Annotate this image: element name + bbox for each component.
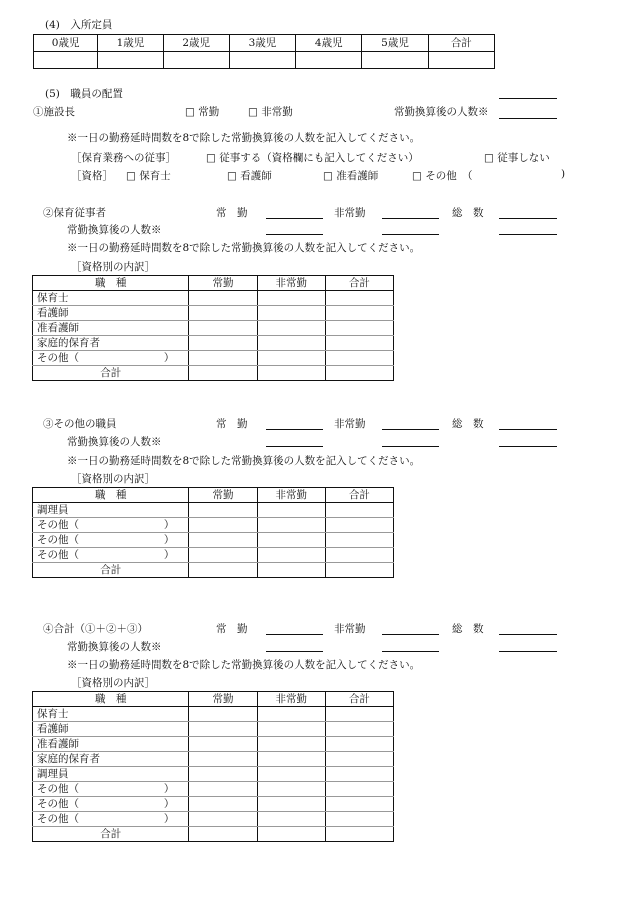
cell-full[interactable] xyxy=(189,291,257,306)
row-label-other xyxy=(33,782,189,797)
qual-kangoshi-checkbox[interactable]: □ 看護師 xyxy=(227,170,272,182)
cell-part[interactable] xyxy=(257,707,325,722)
row-label-other xyxy=(33,533,189,548)
cell-part[interactable] xyxy=(257,752,325,767)
director-note: ※一日の勤務延時間数を8で除した常勤換算後の人数を記入してください。 xyxy=(67,132,421,144)
cell-part[interactable] xyxy=(257,797,325,812)
total-fte-total-line[interactable] xyxy=(499,651,557,652)
caregivers-fte-total-line[interactable] xyxy=(499,234,557,235)
cell-full[interactable] xyxy=(189,306,257,321)
cell-full[interactable] xyxy=(189,533,257,548)
qual-other-close-paren: ) xyxy=(561,168,566,180)
row-label-other xyxy=(33,351,189,366)
col-job: 職 種 xyxy=(33,692,189,707)
cell-full[interactable] xyxy=(189,503,257,518)
cell-sum[interactable] xyxy=(325,366,393,381)
qual-hoikushi-checkbox[interactable]: □ 保育士 xyxy=(126,170,171,182)
cell-part[interactable] xyxy=(257,767,325,782)
total-label: ④合計（①＋②＋③） xyxy=(43,623,148,635)
cell-part[interactable] xyxy=(257,533,325,548)
cell-sum[interactable] xyxy=(325,707,393,722)
row-label: 調理員 xyxy=(33,767,189,782)
others-part-label: 非常勤 xyxy=(334,418,366,430)
caregivers-total-line[interactable] xyxy=(499,218,557,219)
cell-part[interactable] xyxy=(257,548,325,563)
col-part: 非常勤 xyxy=(257,692,325,707)
director-fte-line[interactable] xyxy=(499,118,557,119)
others-table xyxy=(32,487,394,578)
others-fte-total-line[interactable] xyxy=(499,446,557,447)
cell-sum[interactable] xyxy=(325,812,393,827)
total-fte-full-line[interactable] xyxy=(266,651,323,652)
cell-full[interactable] xyxy=(189,366,257,381)
cell-full[interactable] xyxy=(189,782,257,797)
others-fte-label: 常勤換算後の人数※ xyxy=(67,436,162,448)
duty-label: ［保育業務への従事］ xyxy=(71,152,176,164)
cell-sum[interactable] xyxy=(325,518,393,533)
caregivers-part-label: 非常勤 xyxy=(334,207,366,219)
caregivers-fte-part-line[interactable] xyxy=(382,234,439,235)
others-breakdown-label: ［資格別の内訳］ xyxy=(71,473,155,485)
close-paren: ） xyxy=(163,783,175,795)
total-fte-part-line[interactable] xyxy=(382,651,439,652)
total-breakdown-label: ［資格別の内訳］ xyxy=(71,677,155,689)
total-total-line[interactable] xyxy=(499,634,557,635)
cell-part[interactable] xyxy=(257,782,325,797)
caregivers-fte-full-line[interactable] xyxy=(266,234,323,235)
cell-full[interactable] xyxy=(189,827,257,842)
section-5-title: (5) 職員の配置 xyxy=(45,88,123,100)
others-label: ③その他の職員 xyxy=(43,418,117,430)
other-prefix: その他（ xyxy=(37,798,79,810)
cell-sum[interactable] xyxy=(325,291,393,306)
duty-no-checkbox[interactable]: □ 従事しない xyxy=(484,152,550,164)
total-table xyxy=(32,691,394,842)
cell-sum[interactable] xyxy=(325,737,393,752)
total-full-label: 常 勤 xyxy=(216,623,248,635)
cell-part[interactable] xyxy=(257,291,325,306)
age-total-header: 合計 xyxy=(428,35,494,52)
cell-full[interactable] xyxy=(189,321,257,336)
others-note: ※一日の勤務延時間数を8で除した常勤換算後の人数を記入してください。 xyxy=(67,455,421,467)
cell-part[interactable] xyxy=(257,812,325,827)
others-fte-full-line[interactable] xyxy=(266,446,323,447)
row-label: 看護師 xyxy=(33,722,189,737)
cell-part[interactable] xyxy=(257,722,325,737)
caregivers-full-label: 常 勤 xyxy=(216,207,248,219)
age-1-header: 1歳児 xyxy=(98,35,163,52)
cell-full[interactable] xyxy=(189,518,257,533)
cell-full[interactable] xyxy=(189,767,257,782)
cell-sum[interactable] xyxy=(325,336,393,351)
duty-yes-checkbox[interactable]: □ 従事する（資格欄にも記入してください） xyxy=(206,152,419,164)
total-part-line[interactable] xyxy=(382,634,439,635)
sum-row-label: 合計 xyxy=(33,827,189,842)
col-sum: 合計 xyxy=(325,488,393,503)
cell-full[interactable] xyxy=(189,797,257,812)
cell-part[interactable] xyxy=(257,306,325,321)
cell-part[interactable] xyxy=(257,563,325,578)
cell-part[interactable] xyxy=(257,351,325,366)
close-paren: ） xyxy=(163,534,175,546)
cell-sum[interactable] xyxy=(325,503,393,518)
others-total-line[interactable] xyxy=(499,429,557,430)
director-parttime-checkbox[interactable]: □ 非常勤 xyxy=(248,106,293,118)
age-1-cell[interactable] xyxy=(98,52,163,69)
col-full: 常勤 xyxy=(189,488,257,503)
col-job: 職 種 xyxy=(33,488,189,503)
others-fte-part-line[interactable] xyxy=(382,446,439,447)
caregivers-total-label: 総 数 xyxy=(452,207,484,219)
row-label: 調理員 xyxy=(33,503,189,518)
cell-sum[interactable] xyxy=(325,548,393,563)
director-count-line-top[interactable] xyxy=(499,98,557,99)
cell-part[interactable] xyxy=(257,321,325,336)
age-3-cell[interactable] xyxy=(229,52,295,69)
col-full: 常勤 xyxy=(189,692,257,707)
others-full-line[interactable] xyxy=(266,429,323,430)
other-prefix: その他（ xyxy=(37,534,79,546)
col-full: 常勤 xyxy=(189,276,257,291)
caregivers-label: ②保育従事者 xyxy=(43,207,106,219)
other-prefix: その他（ xyxy=(37,519,79,531)
others-full-label: 常 勤 xyxy=(216,418,248,430)
close-paren: ） xyxy=(163,352,175,364)
row-label-other xyxy=(33,797,189,812)
cell-sum[interactable] xyxy=(325,563,393,578)
close-paren: ） xyxy=(163,798,175,810)
capacity-table xyxy=(33,34,495,69)
close-paren: ） xyxy=(163,549,175,561)
others-total-label: 総 数 xyxy=(452,418,484,430)
age-3-header: 3歳児 xyxy=(229,35,295,52)
col-job: 職 種 xyxy=(33,276,189,291)
total-part-label: 非常勤 xyxy=(334,623,366,635)
row-label: 保育士 xyxy=(33,707,189,722)
cell-part[interactable] xyxy=(257,336,325,351)
close-paren: ） xyxy=(163,813,175,825)
cell-part[interactable] xyxy=(257,737,325,752)
director-label: ①施設長 xyxy=(33,106,75,118)
age-4-header: 4歳児 xyxy=(296,35,362,52)
cell-full[interactable] xyxy=(189,336,257,351)
cell-full[interactable] xyxy=(189,722,257,737)
age-0-header: 0歳児 xyxy=(34,35,98,52)
sum-row-label: 合計 xyxy=(33,366,189,381)
cell-full[interactable] xyxy=(189,812,257,827)
cell-full[interactable] xyxy=(189,563,257,578)
cell-sum[interactable] xyxy=(325,782,393,797)
other-prefix: その他（ xyxy=(37,783,79,795)
cell-sum[interactable] xyxy=(325,752,393,767)
cell-sum[interactable] xyxy=(325,797,393,812)
cell-sum[interactable] xyxy=(325,827,393,842)
other-prefix: その他（ xyxy=(37,813,79,825)
age-0-cell[interactable] xyxy=(34,52,98,69)
age-5-cell[interactable] xyxy=(362,52,428,69)
qual-label: ［資格］ xyxy=(71,170,113,182)
row-label: 保育士 xyxy=(33,291,189,306)
others-part-line[interactable] xyxy=(382,429,439,430)
age-5-header: 5歳児 xyxy=(362,35,428,52)
section-4-title: (4) 入所定員 xyxy=(45,19,113,31)
qual-other-checkbox[interactable]: □ その他 （ xyxy=(412,170,473,182)
age-total-cell[interactable] xyxy=(428,52,494,69)
director-fulltime-checkbox[interactable]: □ 常勤 xyxy=(185,106,220,118)
cell-full[interactable] xyxy=(189,351,257,366)
caregivers-note: ※一日の勤務延時間数を8で除した常勤換算後の人数を記入してください。 xyxy=(67,242,421,254)
row-label-other xyxy=(33,812,189,827)
caregivers-breakdown-label: ［資格別の内訳］ xyxy=(71,261,155,273)
director-fte-label: 常勤換算後の人数※ xyxy=(394,106,489,118)
age-4-cell[interactable] xyxy=(296,52,362,69)
cell-sum[interactable] xyxy=(325,722,393,737)
total-note: ※一日の勤務延時間数を8で除した常勤換算後の人数を記入してください。 xyxy=(67,659,421,671)
total-fte-label: 常勤換算後の人数※ xyxy=(67,641,162,653)
cell-sum[interactable] xyxy=(325,767,393,782)
row-label-other xyxy=(33,518,189,533)
cell-sum[interactable] xyxy=(325,321,393,336)
cell-part[interactable] xyxy=(257,518,325,533)
cell-sum[interactable] xyxy=(325,306,393,321)
col-part: 非常勤 xyxy=(257,488,325,503)
cell-full[interactable] xyxy=(189,752,257,767)
total-total-label: 総 数 xyxy=(452,623,484,635)
caregivers-fte-label: 常勤換算後の人数※ xyxy=(67,224,162,236)
col-sum: 合計 xyxy=(325,692,393,707)
row-label: 看護師 xyxy=(33,306,189,321)
row-label: 准看護師 xyxy=(33,737,189,752)
cell-full[interactable] xyxy=(189,548,257,563)
other-prefix: その他（ xyxy=(37,549,79,561)
cell-full[interactable] xyxy=(189,737,257,752)
age-2-cell[interactable] xyxy=(163,52,229,69)
cell-full[interactable] xyxy=(189,707,257,722)
cell-sum[interactable] xyxy=(325,533,393,548)
row-label: 家庭的保育者 xyxy=(33,336,189,351)
other-prefix: その他（ xyxy=(37,352,79,364)
caregivers-full-line[interactable] xyxy=(266,218,323,219)
col-part: 非常勤 xyxy=(257,276,325,291)
qual-junkangoshi-checkbox[interactable]: □ 准看護師 xyxy=(323,170,379,182)
cell-part[interactable] xyxy=(257,827,325,842)
total-full-line[interactable] xyxy=(266,634,323,635)
row-label-other xyxy=(33,548,189,563)
age-2-header: 2歳児 xyxy=(163,35,229,52)
caregivers-part-line[interactable] xyxy=(382,218,439,219)
row-label: 家庭的保育者 xyxy=(33,752,189,767)
cell-sum[interactable] xyxy=(325,351,393,366)
caregivers-table xyxy=(32,275,394,381)
cell-part[interactable] xyxy=(257,503,325,518)
close-paren: ） xyxy=(163,519,175,531)
sum-row-label: 合計 xyxy=(33,563,189,578)
cell-part[interactable] xyxy=(257,366,325,381)
row-label: 准看護師 xyxy=(33,321,189,336)
col-sum: 合計 xyxy=(325,276,393,291)
